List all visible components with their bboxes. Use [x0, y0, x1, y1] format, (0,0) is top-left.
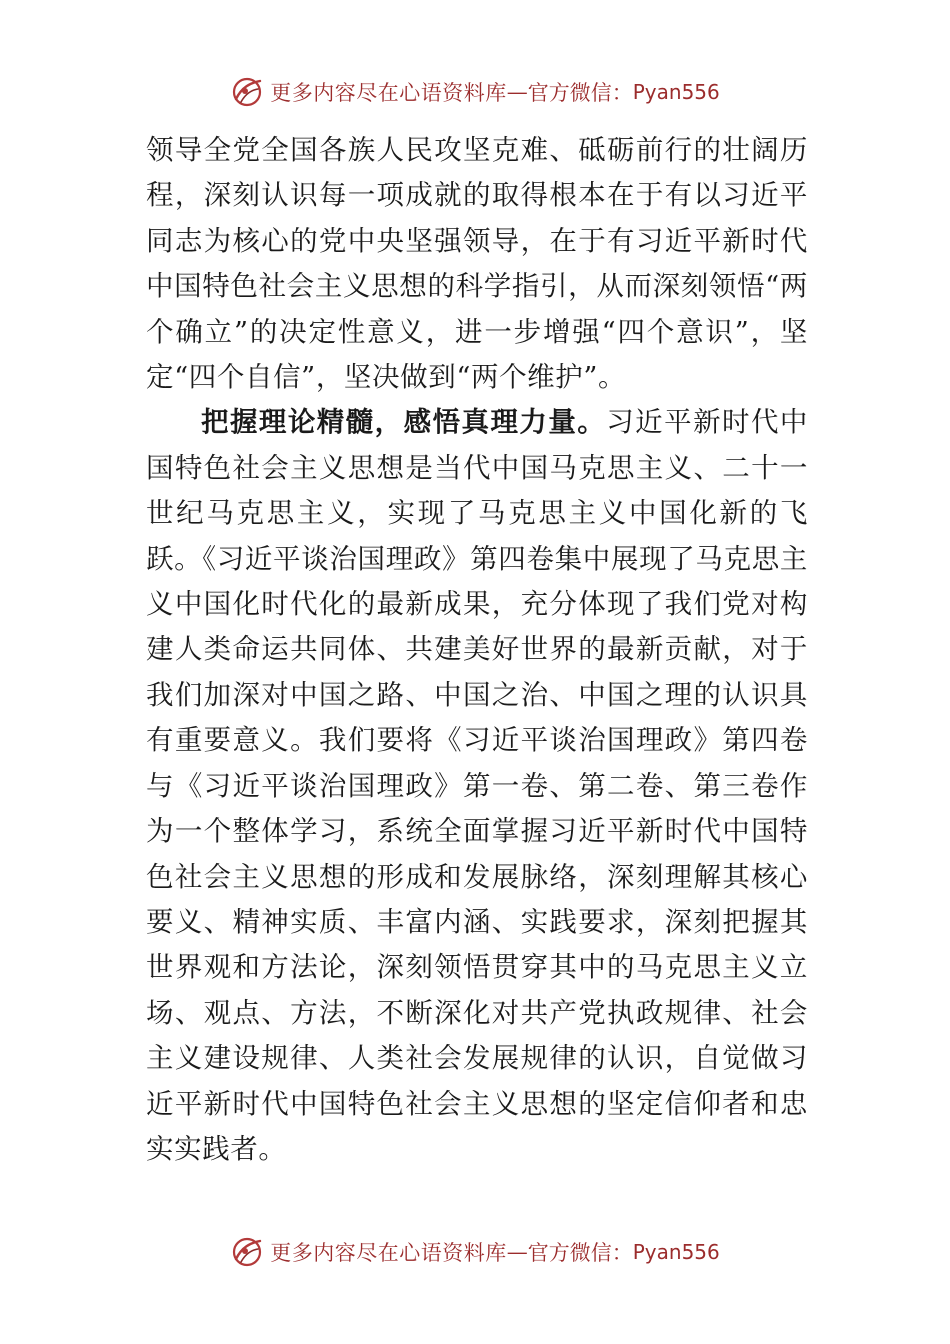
document-body — [146, 128, 808, 1172]
paragraph-text: 习近平新时代中国特色社会主义思想是当代中国马克思主义、二十一世纪马克思主义，实现了马克思主义中国化新的飞跃。《习近平谈治国理政》第四卷集中展现了马克思主义中国化时代化的最新成果，充分体现了我们党对构建人类命运共同体、共建美好世界的最新贡献，对于我们加深对中国之路、中国之治、中国之理的认识具有重要意义。我们要将《习近平谈治国理政》第四卷与《习近平谈治国理政》第一卷、第二卷、第三卷作为一个整体学习，系统全面掌握习近平新时代中国特色社会主义思想的形成和发展脉络，深刻理解其核心要义、精神实质、丰富内涵、实践要求，深刻把握其世界观和方法论，深刻领悟贯穿其中的马克思主义立场、观点、方法，不断深化对共产党执政规律、社会主义建设规律、人类社会发展规律的认识，自觉做习近平新时代中国特色社会主义思想的坚定信仰者和忠实实践者。 — [146, 406, 809, 1165]
watermark-site-text: 更多内容尽在心语资料库 — [270, 1241, 507, 1265]
watermark-separator: — — [506, 80, 528, 104]
brand-logo-icon — [230, 75, 264, 109]
watermark-site-text: 更多内容尽在心语资料库 — [270, 81, 507, 105]
paragraph-text: 领导全党全国各族人民攻坚克难、砥砺前行的壮阔历程，深刻认识每一项成就的取得根本在于有以习近平同志为核心的党中央坚强领导，在于有习近平新时代中国特色社会主义思想的科学指引，从而深刻领悟“两个确立”的决定性意义，进一步增强“四个意识”，坚定“四个自信”，坚决做到“两个维护”。 — [146, 134, 808, 394]
watermark-wechat-id: Pyan556 — [632, 1240, 720, 1264]
paragraph-lead-heading: 把握理论精髓，感悟真理力量。 — [201, 406, 607, 439]
paragraph-grasp-theory — [146, 400, 808, 1172]
watermark-separator: — — [506, 1240, 528, 1264]
watermark-label: 官方微信： — [527, 81, 633, 105]
watermark-label: 官方微信： — [527, 1241, 633, 1265]
footer-watermark — [0, 1230, 950, 1274]
paragraph-continued — [146, 128, 808, 400]
watermark-wechat-id: Pyan556 — [632, 80, 720, 104]
brand-logo-icon — [230, 1235, 264, 1269]
header-watermark — [0, 70, 950, 114]
